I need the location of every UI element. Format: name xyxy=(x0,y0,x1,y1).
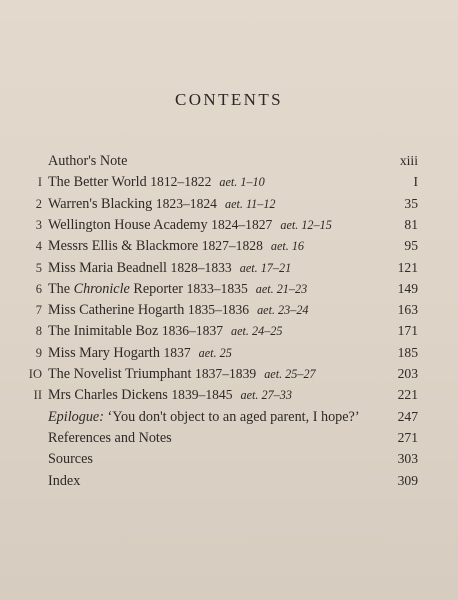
year-range: 1824–1827 xyxy=(211,216,273,232)
toc-row xyxy=(0,342,458,364)
title-text: Wellington House Academy xyxy=(48,216,212,233)
toc-row xyxy=(0,320,458,342)
chapter-number: 8 xyxy=(35,324,42,339)
chapter-number: II xyxy=(33,388,42,403)
age-range: aet. 1–10 xyxy=(219,175,265,190)
title-text: Miss Catherine Hogarth xyxy=(48,302,188,319)
page-number: 271 xyxy=(397,429,418,445)
title-text: Epilogue: xyxy=(48,408,104,425)
year-range: 1837–1839 xyxy=(195,366,257,381)
chapter-title xyxy=(48,406,360,428)
toc-row xyxy=(0,257,458,279)
page-number: 121 xyxy=(397,259,418,275)
chapter-title xyxy=(48,299,309,321)
chapter-number: 5 xyxy=(35,260,42,275)
age-range: aet. 16 xyxy=(270,239,305,254)
chapter-number: I xyxy=(37,175,42,190)
title-text: ‘You don't object to an aged parent, I hope?’ xyxy=(103,408,360,425)
title-text: Miss Mary Hogarth xyxy=(48,344,164,361)
toc-row xyxy=(0,363,458,385)
chapter-title xyxy=(48,363,316,385)
page-number: 81 xyxy=(404,216,418,232)
chapter-title xyxy=(48,214,332,236)
title-text: Reporter xyxy=(129,280,187,297)
chapter-number: 9 xyxy=(35,345,42,360)
year-range: 1828–1833 xyxy=(170,259,232,275)
chapter-title xyxy=(48,470,80,492)
chapter-title xyxy=(48,193,276,215)
title-text: Sources xyxy=(48,451,93,468)
page-number: 185 xyxy=(397,344,418,360)
toc-row xyxy=(0,214,458,236)
chapter-title xyxy=(48,427,172,449)
age-range: aet. 17–21 xyxy=(239,260,292,275)
toc-row xyxy=(0,235,458,257)
year-range: 1833–1835 xyxy=(186,280,248,296)
title-text: Mrs Charles Dickens xyxy=(48,387,172,404)
chapter-title xyxy=(48,235,304,257)
title-text: The Better World xyxy=(48,174,151,191)
title-text: Chronicle xyxy=(73,280,130,297)
page-number: 247 xyxy=(397,408,418,424)
age-range: aet. 11–12 xyxy=(224,196,276,211)
chapter-number: 2 xyxy=(35,196,42,211)
chapter-number: IO xyxy=(28,367,42,381)
toc-row xyxy=(0,406,458,428)
page-number: 221 xyxy=(397,387,418,403)
age-range: aet. 23–24 xyxy=(257,303,309,318)
title-text: Warren's Blacking xyxy=(48,195,156,212)
year-range: 1839–1845 xyxy=(171,387,233,403)
toc-row xyxy=(0,171,458,193)
page-number: 95 xyxy=(404,238,418,254)
chapter-title xyxy=(48,257,291,279)
title-text: Miss Maria Beadnell xyxy=(48,259,171,276)
age-range: aet. 27–33 xyxy=(240,388,292,403)
toc-row xyxy=(0,448,458,470)
page-number: xiii xyxy=(399,153,418,168)
page-title: CONTENTS xyxy=(175,90,283,109)
title-text: References and Notes xyxy=(48,429,172,446)
page-number: 163 xyxy=(397,302,418,318)
year-range: 1835–1836 xyxy=(187,302,250,318)
chapter-number: 7 xyxy=(35,303,42,318)
toc-row xyxy=(0,427,458,449)
year-range: 1836–1837 xyxy=(161,323,224,339)
year-range: 1837 xyxy=(163,344,191,360)
chapter-title xyxy=(48,150,127,172)
age-range: aet. 25–27 xyxy=(264,367,316,381)
title-text: Index xyxy=(48,472,81,489)
title-text: Messrs Ellis & Blackmore xyxy=(48,238,202,255)
year-range: 1812–1822 xyxy=(150,174,212,190)
age-range: aet. 12–15 xyxy=(280,217,332,232)
chapter-number: 3 xyxy=(35,217,42,232)
page-number: 35 xyxy=(404,195,418,211)
toc-row xyxy=(0,470,458,492)
title-text: The xyxy=(48,280,74,297)
toc-row xyxy=(0,299,458,321)
toc-row xyxy=(0,150,458,172)
page-number: I xyxy=(413,174,418,190)
title-text: The Inimitable Boz xyxy=(48,323,162,340)
age-range: aet. 21–23 xyxy=(255,281,308,296)
page-number: 203 xyxy=(397,366,418,381)
toc-row xyxy=(0,384,458,406)
page-number: 171 xyxy=(397,323,418,339)
chapter-title xyxy=(48,448,93,470)
age-range: aet. 24–25 xyxy=(231,324,283,339)
chapter-title xyxy=(48,384,292,406)
chapter-number: 4 xyxy=(35,239,42,254)
chapter-title xyxy=(48,278,307,300)
chapter-title xyxy=(48,320,283,342)
year-range: 1823–1824 xyxy=(155,195,217,211)
page-number: 149 xyxy=(397,280,418,296)
chapter-title xyxy=(48,171,265,193)
year-range: 1827–1828 xyxy=(201,238,263,254)
page-number: 309 xyxy=(397,472,418,488)
chapter-number: 6 xyxy=(35,281,42,296)
title-text: Author's Note xyxy=(48,153,128,169)
toc-row xyxy=(0,193,458,215)
chapter-title xyxy=(48,342,232,364)
toc-row xyxy=(0,278,458,300)
page-number: 303 xyxy=(397,451,418,467)
title-text: The Novelist Triumphant xyxy=(48,366,196,382)
age-range: aet. 25 xyxy=(198,345,232,360)
